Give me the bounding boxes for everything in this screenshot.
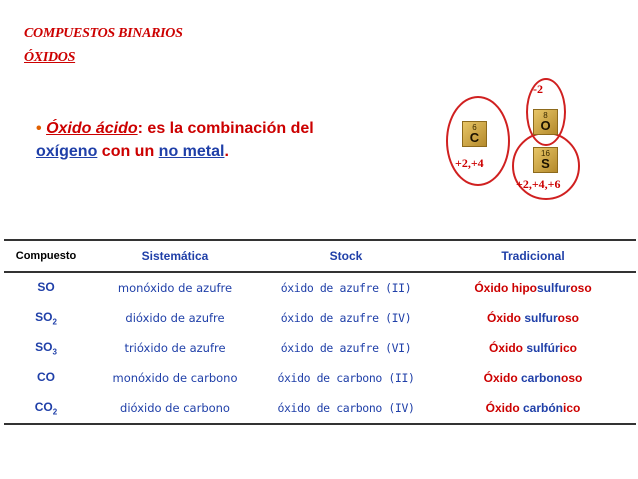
definition-text-b: con un (97, 143, 159, 160)
formula-subscript: 2 (52, 407, 58, 417)
bullet-icon: • (36, 120, 42, 137)
col-header-tradicional: Tradicional (430, 240, 636, 272)
cell-sistematica: dióxido de azufre (125, 311, 225, 325)
element-tile-sulfur (533, 147, 558, 173)
cell-formula (4, 272, 88, 303)
tradicional-part: oso (557, 311, 580, 325)
table-row (4, 333, 636, 363)
cell-formula (4, 333, 88, 363)
element-tile-carbon (462, 121, 487, 147)
cell-stock: óxido de carbono (IV) (262, 393, 430, 424)
oxidation-states-carbon: +2,+4 (455, 156, 484, 170)
cell-sistematica: dióxido de carbono (88, 393, 262, 424)
atomic-number: 16 (541, 149, 550, 158)
element-symbol: C (469, 130, 480, 145)
tradicional-part: carbon (520, 371, 561, 385)
word-oxigeno: oxígeno (36, 143, 98, 160)
cell-stock: óxido de azufre (II) (280, 281, 412, 295)
atomic-number: 6 (472, 123, 477, 132)
tradicional-part: Óxido (486, 311, 525, 325)
cell-formula (4, 303, 88, 333)
cell-sistematica: monóxido de azufre (117, 281, 233, 295)
definition-text-end: . (224, 143, 229, 160)
cell-sistematica: monóxido de carbono (112, 371, 238, 385)
tradicional-part: Óxido (485, 401, 523, 415)
table-header-row (4, 240, 636, 272)
tradicional-part: oso (570, 281, 592, 295)
col-header-stock: Stock (262, 240, 430, 272)
tradicional-part: Óxido (488, 341, 527, 355)
tradicional-part: ico (563, 401, 581, 415)
cell-tradicional (430, 363, 636, 393)
formula-subscript: 3 (52, 347, 57, 357)
formula-text: SO (37, 279, 55, 294)
page-title: COMPUESTOS BINARIOS (24, 26, 183, 41)
tradicional-part: Óxido (474, 281, 512, 295)
tradicional-part: oso (561, 371, 583, 385)
oxides-table (4, 239, 636, 425)
word-no-metal: no metal (158, 143, 225, 160)
table-row (4, 303, 636, 333)
element-tile-oxygen (533, 109, 558, 135)
cell-tradicional (430, 272, 636, 303)
table-row (4, 393, 636, 424)
tradicional-part: sulfur (536, 281, 571, 295)
cell-formula (4, 393, 88, 424)
definition-text-a: : es la combinación del (137, 120, 314, 137)
table-row (4, 363, 636, 393)
definition-bullet (36, 117, 376, 163)
table-row (4, 272, 636, 303)
cell-tradicional (430, 393, 636, 424)
formula-text: CO (37, 369, 55, 384)
tradicional-part: ico (559, 341, 578, 355)
oxidation-states-oxygen: -2 (533, 82, 543, 96)
page-subtitle: ÓXIDOS (24, 50, 76, 65)
tradicional-part: carbón (522, 401, 563, 415)
tradicional-part: hipo (511, 281, 537, 295)
formula-subscript: 2 (52, 317, 57, 327)
cell-sistematica: trióxido de azufre (124, 341, 226, 355)
oxidation-states-sulfur: +2,+4,+6 (516, 177, 561, 191)
formula-text: SO (35, 309, 53, 324)
tradicional-part: sulfur (524, 311, 558, 325)
cell-stock: óxido de carbono (II) (277, 371, 415, 385)
term-oxido-acido: Óxido ácido (46, 120, 138, 137)
cell-stock: óxido de azufre (IV) (280, 311, 412, 325)
tradicional-part: sulfúr (526, 341, 560, 355)
atomic-number: 8 (543, 111, 548, 120)
element-symbol: S (541, 156, 550, 171)
cell-tradicional (430, 303, 636, 333)
col-header-compuesto: Compuesto (4, 240, 88, 272)
col-header-sistematica: Sistemática (88, 240, 262, 272)
tradicional-part: Óxido (483, 371, 521, 385)
cell-tradicional (430, 333, 636, 363)
cell-stock: óxido de azufre (VI) (280, 341, 412, 355)
formula-text: SO (35, 339, 53, 354)
cell-formula (4, 363, 88, 393)
element-symbol: O (540, 118, 551, 133)
formula-text: CO (34, 399, 53, 414)
